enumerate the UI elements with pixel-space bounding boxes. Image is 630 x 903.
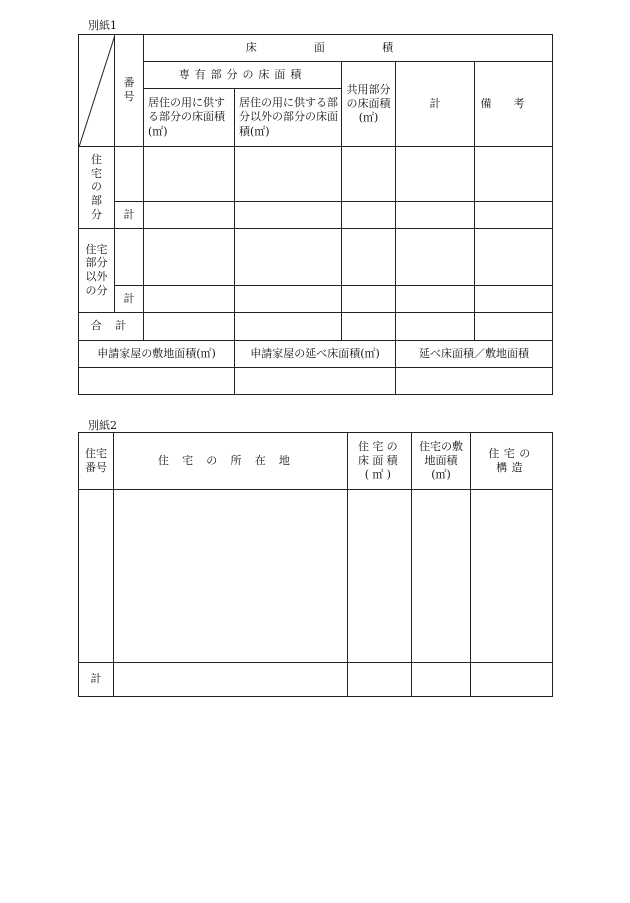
cell [396, 202, 475, 229]
cell [144, 202, 235, 229]
exclusive-area-header: 専有部分の床面積 [144, 62, 342, 89]
cell [475, 229, 553, 286]
cell [475, 147, 553, 202]
cell [235, 313, 342, 341]
number-header: 番号 [115, 35, 144, 147]
cell [342, 147, 396, 202]
cell [144, 286, 235, 313]
cell [342, 313, 396, 341]
site-area-value [79, 368, 235, 395]
cell [475, 313, 553, 341]
cell [144, 147, 235, 202]
cell [396, 229, 475, 286]
cell [79, 490, 114, 663]
cell [235, 286, 342, 313]
cell [396, 147, 475, 202]
cell [348, 663, 412, 697]
floor-area-header: 床面積 [144, 35, 553, 62]
cell [115, 229, 144, 286]
non-residential-subtotal-label: 計 [115, 286, 144, 313]
house-structure-header: 住宅の構造 [471, 433, 553, 490]
cell [342, 202, 396, 229]
cell [412, 490, 471, 663]
cell [235, 202, 342, 229]
cell [114, 663, 348, 697]
remarks-header: 備考 [475, 62, 553, 147]
ratio-value [396, 368, 553, 395]
house-number-header: 住宅番号 [79, 433, 114, 490]
cell [396, 313, 475, 341]
sheet1-floor-area-table [78, 34, 553, 395]
residential-part-label: 住宅の部分 [79, 147, 115, 229]
residential-area-header: 居住の用に供する部分の床面積(㎡) [144, 89, 235, 147]
total-floor-area-label: 申請家屋の延べ床面積(㎡) [235, 341, 396, 368]
cell [348, 490, 412, 663]
cell [396, 286, 475, 313]
sheet2-total-label: 計 [79, 663, 114, 697]
cell [412, 663, 471, 697]
grand-total-label: 合 計 [79, 313, 144, 341]
cell [144, 229, 235, 286]
diagonal-corner-cell [79, 35, 115, 147]
cell [115, 147, 144, 202]
common-area-header: 共用部分の床面積(㎡) [342, 62, 396, 147]
cell [235, 229, 342, 286]
cell [471, 490, 553, 663]
non-residential-part-label: 住宅部分以外の分 [79, 229, 115, 313]
location-header: 住宅の所在地 [114, 433, 348, 490]
sheet2-label: 別紙2 [88, 419, 117, 432]
non-residential-area-header: 居住の用に供する部分以外の部分の床面積(㎡) [235, 89, 342, 147]
house-site-area-header: 住宅の敷地面積(㎡) [412, 433, 471, 490]
cell [471, 663, 553, 697]
total-header: 計 [396, 62, 475, 147]
house-floor-area-header: 住宅の床面積(㎡) [348, 433, 412, 490]
cell [235, 147, 342, 202]
ratio-label: 延べ床面積／敷地面積 [396, 341, 553, 368]
cell [342, 229, 396, 286]
cell [475, 286, 553, 313]
cell [114, 490, 348, 663]
total-floor-area-value [235, 368, 396, 395]
sheet2-house-table [78, 432, 553, 697]
sheet1-label: 別紙1 [88, 19, 117, 32]
cell [342, 286, 396, 313]
cell [475, 202, 553, 229]
residential-subtotal-label: 計 [115, 202, 144, 229]
site-area-label: 申請家屋の敷地面積(㎡) [79, 341, 235, 368]
cell [144, 313, 235, 341]
